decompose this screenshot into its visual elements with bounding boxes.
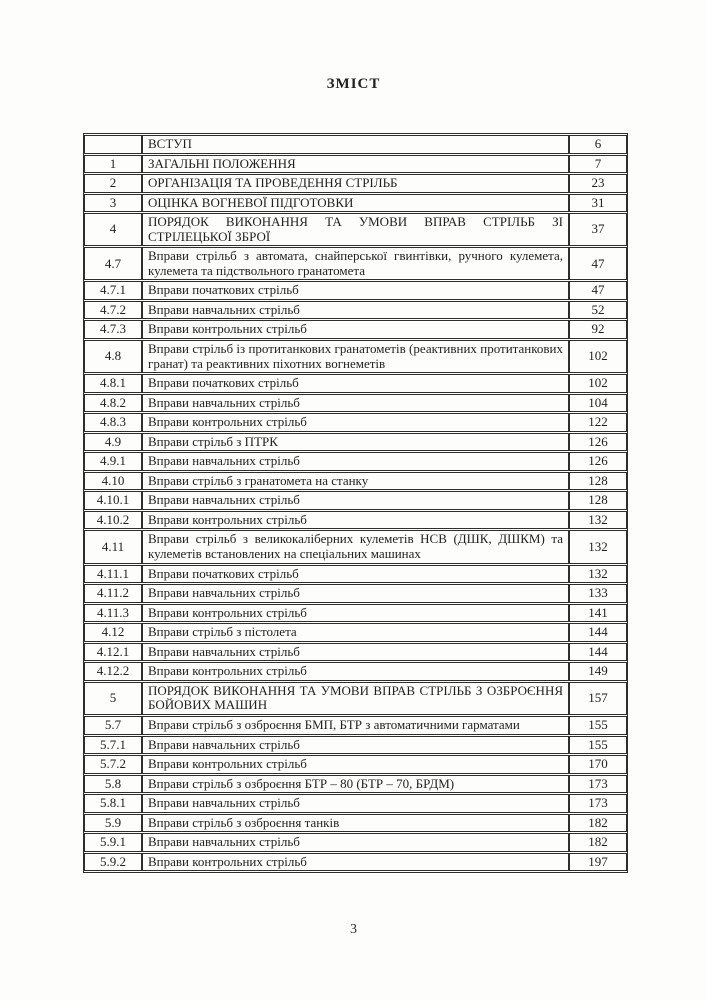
toc-cell-number: 5.7.1	[84, 736, 142, 755]
toc-row	[84, 775, 627, 794]
toc-row	[84, 511, 627, 530]
toc-cell-page: 31	[569, 194, 627, 213]
toc-row	[84, 135, 627, 154]
toc-row	[84, 174, 627, 193]
toc-cell-number: 4.9.1	[84, 452, 142, 471]
toc-cell-title: Вправи навчальних стрільб	[142, 301, 569, 320]
toc-cell-page: 47	[569, 281, 627, 300]
toc-cell-title: Вправи контрольних стрільб	[142, 853, 569, 872]
toc-cell-title: Вправи контрольних стрільб	[142, 604, 569, 623]
toc-cell-page: 141	[569, 604, 627, 623]
toc-cell-title: Вправи початкових стрільб	[142, 565, 569, 584]
toc-cell-page: 6	[569, 135, 627, 154]
toc-cell-title: Вправи навчальних стрільб	[142, 833, 569, 852]
toc-cell-page: 92	[569, 320, 627, 339]
toc-cell-title: Вправи стрільб з ПТРК	[142, 433, 569, 452]
toc-cell-page: 182	[569, 833, 627, 852]
toc-cell-title: Вправи контрольних стрільб	[142, 511, 569, 530]
toc-cell-title: ЗАГАЛЬНІ ПОЛОЖЕННЯ	[142, 155, 569, 174]
toc-cell-page: 128	[569, 472, 627, 491]
toc-row	[84, 155, 627, 174]
toc-cell-title: Вправи стрільб з озброєння танків	[142, 814, 569, 833]
toc-row	[84, 736, 627, 755]
toc-cell-number: 4.10.1	[84, 491, 142, 510]
toc-cell-page: 126	[569, 452, 627, 471]
toc-table	[83, 133, 628, 873]
toc-cell-title: Вправи навчальних стрільб	[142, 643, 569, 662]
toc-cell-page: 144	[569, 643, 627, 662]
toc-cell-title: Вправи стрільб з пістолета	[142, 623, 569, 642]
toc-cell-number: 5.7	[84, 716, 142, 735]
toc-cell-number: 5.8	[84, 775, 142, 794]
toc-row	[84, 814, 627, 833]
toc-cell-number: 5	[84, 682, 142, 715]
toc-cell-number: 4.12.2	[84, 662, 142, 681]
toc-cell-title: Вправи контрольних стрільб	[142, 662, 569, 681]
toc-row	[84, 662, 627, 681]
toc-cell-number: 4.12	[84, 623, 142, 642]
toc-row	[84, 247, 627, 280]
toc-row	[84, 194, 627, 213]
toc-row	[84, 472, 627, 491]
toc-cell-title: Вправи контрольних стрільб	[142, 320, 569, 339]
toc-row	[84, 433, 627, 452]
toc-row	[84, 452, 627, 471]
toc-row	[84, 755, 627, 774]
toc-row	[84, 682, 627, 715]
toc-cell-number: 4.11.2	[84, 584, 142, 603]
toc-cell-number: 4.8.2	[84, 394, 142, 413]
toc-cell-title: Вправи навчальних стрільб	[142, 452, 569, 471]
toc-cell-title: Вправи початкових стрільб	[142, 374, 569, 393]
toc-cell-title: Вправи стрільб з гранатомета на станку	[142, 472, 569, 491]
toc-cell-number: 4.11.1	[84, 565, 142, 584]
toc-cell-title: Вправи стрільб з озброєння БМП, БТР з автоматичними гарматами	[142, 716, 569, 735]
toc-cell-title: Вправи навчальних стрільб	[142, 491, 569, 510]
toc-row	[84, 530, 627, 563]
toc-cell-title: Вправи контрольних стрільб	[142, 755, 569, 774]
toc-cell-title: ПОРЯДОК ВИКОНАННЯ ТА УМОВИ ВПРАВ СТРІЛЬБ З ОЗБРОЄННЯ БОЙОВИХ МАШИН	[142, 682, 569, 715]
toc-cell-number: 5.9	[84, 814, 142, 833]
toc-row	[84, 394, 627, 413]
toc-row	[84, 565, 627, 584]
toc-cell-number: 4.10.2	[84, 511, 142, 530]
toc-row	[84, 853, 627, 872]
toc-row	[84, 623, 627, 642]
toc-cell-number: 4.11	[84, 530, 142, 563]
toc-cell-number: 5.9.2	[84, 853, 142, 872]
toc-cell-page: 132	[569, 565, 627, 584]
toc-cell-number: 4.10	[84, 472, 142, 491]
toc-cell-page: 37	[569, 213, 627, 246]
toc-cell-page: 122	[569, 413, 627, 432]
toc-cell-page: 102	[569, 340, 627, 373]
toc-cell-title: Вправи навчальних стрільб	[142, 394, 569, 413]
toc-cell-number: 4.9	[84, 433, 142, 452]
toc-cell-title: Вправи контрольних стрільб	[142, 413, 569, 432]
toc-cell-page: 102	[569, 374, 627, 393]
toc-row	[84, 413, 627, 432]
toc-cell-number	[84, 135, 142, 154]
toc-cell-number: 4.8	[84, 340, 142, 373]
page-number-footer: 3	[350, 922, 357, 937]
toc-cell-page: 132	[569, 511, 627, 530]
toc-cell-title: ВСТУП	[142, 135, 569, 154]
toc-cell-title: Вправи стрільб із протитанкових гранатометів (реактивних протитанкових гранат) та реактивних піхотних вогнеметів	[142, 340, 569, 373]
toc-cell-page: 182	[569, 814, 627, 833]
toc-cell-page: 155	[569, 716, 627, 735]
toc-cell-page: 23	[569, 174, 627, 193]
toc-cell-number: 4.12.1	[84, 643, 142, 662]
toc-cell-number: 2	[84, 174, 142, 193]
toc-row	[84, 833, 627, 852]
toc-cell-page: 132	[569, 530, 627, 563]
toc-cell-title: ОРГАНІЗАЦІЯ ТА ПРОВЕДЕННЯ СТРІЛЬБ	[142, 174, 569, 193]
toc-cell-page: 133	[569, 584, 627, 603]
toc-cell-page: 149	[569, 662, 627, 681]
toc-row	[84, 213, 627, 246]
toc-cell-page: 7	[569, 155, 627, 174]
toc-cell-title: Вправи початкових стрільб	[142, 281, 569, 300]
toc-cell-page: 170	[569, 755, 627, 774]
toc-cell-page: 128	[569, 491, 627, 510]
toc-body	[84, 135, 627, 871]
toc-row	[84, 340, 627, 373]
toc-row	[84, 320, 627, 339]
toc-cell-number: 4.7.2	[84, 301, 142, 320]
toc-cell-page: 47	[569, 247, 627, 280]
toc-cell-page: 126	[569, 433, 627, 452]
toc-row	[84, 491, 627, 510]
toc-row	[84, 716, 627, 735]
toc-cell-page: 173	[569, 794, 627, 813]
toc-cell-title: Вправи навчальних стрільб	[142, 736, 569, 755]
toc-title: ЗМІСТ	[326, 76, 381, 92]
toc-cell-page: 104	[569, 394, 627, 413]
toc-cell-number: 5.7.2	[84, 755, 142, 774]
toc-cell-number: 4.7.3	[84, 320, 142, 339]
toc-cell-number: 4.8.1	[84, 374, 142, 393]
toc-cell-number: 4.7	[84, 247, 142, 280]
toc-cell-number: 5.9.1	[84, 833, 142, 852]
toc-cell-page: 144	[569, 623, 627, 642]
toc-cell-title: Вправи стрільб з озброєння БТР – 80 (БТР – 70, БРДМ)	[142, 775, 569, 794]
toc-row	[84, 643, 627, 662]
toc-cell-number: 4.7.1	[84, 281, 142, 300]
toc-cell-title: ПОРЯДОК ВИКОНАННЯ ТА УМОВИ ВПРАВ СТРІЛЬБ ЗІ СТРІЛЕЦЬКОЇ ЗБРОЇ	[142, 213, 569, 246]
toc-row	[84, 794, 627, 813]
toc-row	[84, 604, 627, 623]
toc-cell-page: 155	[569, 736, 627, 755]
toc-cell-page: 157	[569, 682, 627, 715]
toc-row	[84, 374, 627, 393]
toc-cell-number: 4.11.3	[84, 604, 142, 623]
toc-cell-page: 173	[569, 775, 627, 794]
toc-cell-page: 197	[569, 853, 627, 872]
toc-cell-title: Вправи навчальних стрільб	[142, 584, 569, 603]
toc-cell-title: Вправи навчальних стрільб	[142, 794, 569, 813]
toc-cell-number: 1	[84, 155, 142, 174]
toc-row	[84, 584, 627, 603]
toc-cell-number: 4.8.3	[84, 413, 142, 432]
toc-cell-title: Вправи стрільб з великокаліберних кулеметів НСВ (ДШК, ДШКМ) та кулеметів встановлених на спеціальних машинах	[142, 530, 569, 563]
toc-cell-title: ОЦІНКА ВОГНЕВОЇ ПІДГОТОВКИ	[142, 194, 569, 213]
toc-row	[84, 301, 627, 320]
toc-cell-number: 4	[84, 213, 142, 246]
toc-cell-title: Вправи стрільб з автомата, снайперської гвинтівки, ручного кулемета, кулемета та підствольного гранатомета	[142, 247, 569, 280]
toc-row	[84, 281, 627, 300]
toc-cell-number: 3	[84, 194, 142, 213]
toc-cell-page: 52	[569, 301, 627, 320]
toc-cell-number: 5.8.1	[84, 794, 142, 813]
